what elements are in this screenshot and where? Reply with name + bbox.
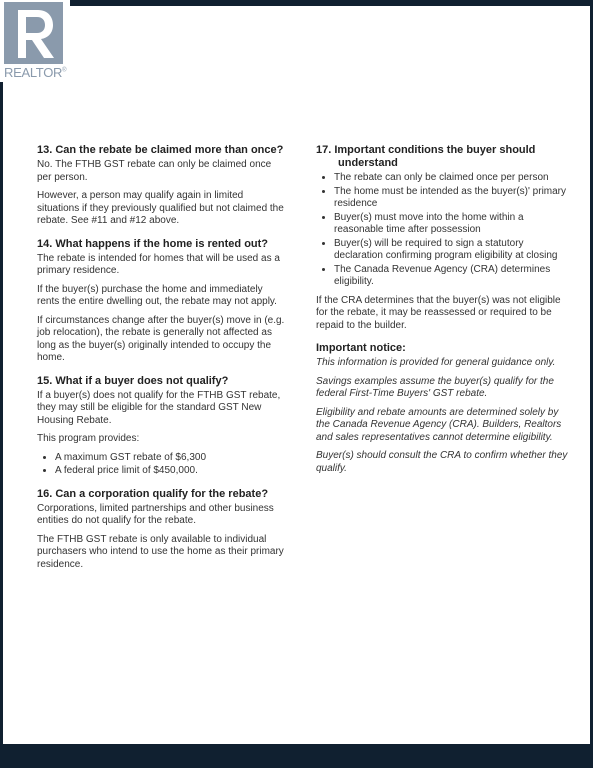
- list-item: • A maximum GST rebate of $6,300: [55, 452, 287, 465]
- faq-13: [37, 144, 287, 228]
- faq-17-title: 17. Important conditions the buyer should understand: [316, 144, 536, 169]
- faq-16-title: 16. Can a corporation qualify for the rebate?: [37, 487, 269, 500]
- notice-text-2: Savings examples assume the buyer(s) qualify for the federal First-Time Buyers' GST rebate.: [316, 375, 554, 399]
- faq-15-answer-2: This program provides:: [37, 433, 140, 444]
- faq-16-answer-1: Corporations, limited partnerships and other business entities do not qualify for the rebate.: [37, 502, 274, 526]
- faq-14-answer-1: The rebate is intended for homes that will be used as a primary residence.: [37, 252, 280, 276]
- notice-text-3: Eligibility and rebate amounts are determined solely by the Canada Revenue Agency (CRA). Builders, Realtors and sales representatives cannot determine eligibility.: [316, 406, 562, 443]
- notice-text-4: Buyer(s) should consult the CRA to confirm whether they qualify.: [316, 450, 568, 474]
- faq-14-title: 14. What happens if the home is rented out?: [37, 237, 269, 250]
- list-item: • The rebate can only be claimed once per person: [334, 172, 568, 185]
- important-notice: [316, 342, 568, 475]
- faq-14: [37, 238, 287, 365]
- realtor-wordmark: REALTOR: [4, 65, 63, 80]
- registered-mark: ®: [62, 67, 67, 74]
- list-item: • A federal price limit of $450,000.: [55, 465, 287, 478]
- left-column: [37, 144, 287, 581]
- faq-16: [37, 488, 287, 572]
- right-column: [316, 144, 568, 485]
- list-item: • The Canada Revenue Agency (CRA) determines eligibility.: [334, 264, 568, 289]
- faq-13-answer-1: No. The FTHB GST rebate can only be claimed once per person.: [37, 159, 272, 183]
- faq-15: [37, 375, 287, 478]
- faq-15-answer-1: If a buyer(s) does not qualify for the FTHB GST rebate, they may still be eligible for the standard GST New Housing Rebate.: [37, 389, 281, 426]
- list-item: • Buyer(s) must move into the home within a reasonable time after possession: [334, 212, 568, 237]
- document-page: [3, 6, 590, 744]
- list-item: • The home must be intended as the buyer(s)' primary residence: [334, 186, 568, 211]
- realtor-logo[interactable]: [0, 0, 70, 82]
- faq-17-answer-1: If the CRA determines that the buyer(s) was not eligible for the rebate, it may be reassessed or required to be repaid to the builder.: [316, 294, 561, 331]
- faq-13-title: 13. Can the rebate be claimed more than once?: [37, 144, 284, 156]
- faq-17-list: [316, 172, 568, 289]
- realtor-r-mark-icon: [4, 2, 63, 64]
- notice-text-1: This information is provided for general guidance only.: [316, 357, 556, 368]
- faq-14-answer-3: If circumstances change after the buyer(s) move in (e.g. job relocation), the rebate is generally not affected as long as the buyer(s) originally intended to occupy the home.: [37, 314, 285, 363]
- faq-13-answer-2: However, a person may qualify again in limited situations if they previously qualified but not claimed the rebate. See #11 and #12 above.: [37, 190, 284, 226]
- faq-15-list: [37, 452, 287, 478]
- list-item: • Buyer(s) will be required to sign a statutory declaration confirming program eligibility at closing: [334, 238, 568, 263]
- notice-title: Important notice:: [316, 342, 406, 354]
- bottom-bar: [0, 744, 593, 768]
- faq-17: [316, 144, 568, 332]
- faq-15-title: 15. What if a buyer does not qualify?: [37, 374, 229, 387]
- faq-14-answer-2: If the buyer(s) purchase the home and immediately rents the entire dwelling out, the rebate may not apply.: [37, 283, 277, 307]
- faq-16-answer-2: The FTHB GST rebate is only available to individual purchasers who intend to use the home as their primary residence.: [37, 533, 284, 570]
